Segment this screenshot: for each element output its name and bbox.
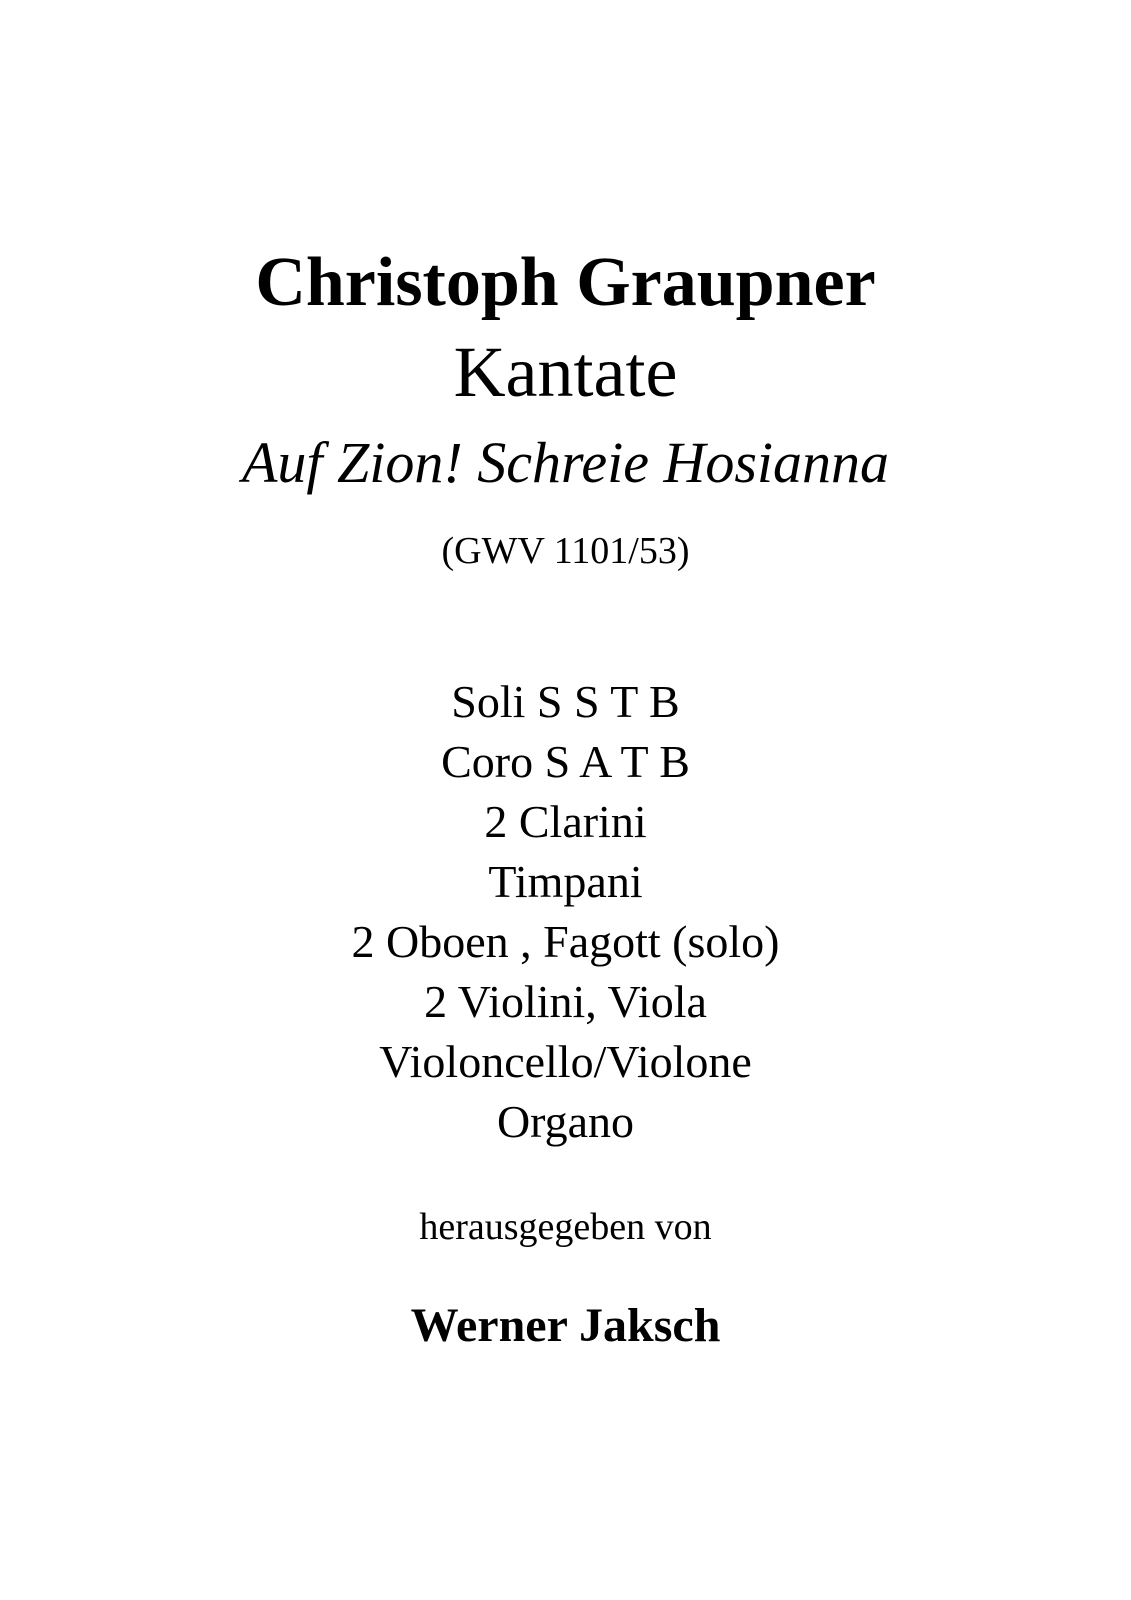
editor-name: Werner Jaksch [410,1299,721,1352]
instrumentation-item: Soli S S T B [451,676,680,727]
instrumentation-item: Coro S A T B [441,736,690,787]
instrumentation-item: Timpani [488,856,643,907]
instrumentation-list [0,672,1131,1152]
work-title: Auf Zion! Schreie Hosianna [241,430,890,495]
catalog-number: (GWV 1101/53) [441,530,690,572]
edited-by-label: herausgegeben von [419,1206,712,1248]
instrumentation-item: 2 Violini, Viola [424,976,707,1027]
composer-name: Christoph Graupner [255,244,876,321]
instrumentation-item: 2 Oboen , Fagott (solo) [351,916,780,967]
instrumentation-item: Violoncello/Violone [379,1036,752,1087]
work-genre: Kantate [453,332,678,412]
instrumentation-item: Organo [496,1096,635,1147]
instrumentation-item: 2 Clarini [484,796,647,847]
